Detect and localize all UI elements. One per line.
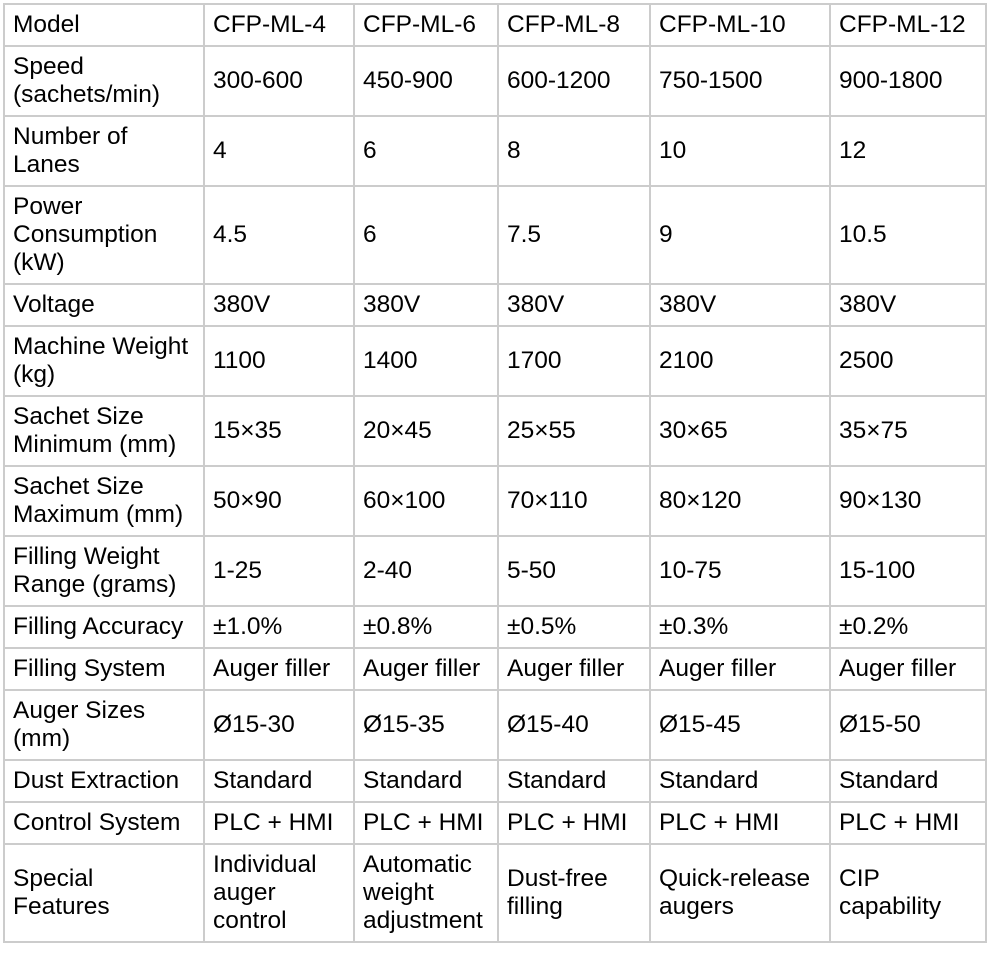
value-cell: Auger filler [498, 648, 650, 690]
header-cell-model-3: CFP-ML-8 [498, 4, 650, 46]
value-cell: ±0.3% [650, 606, 830, 648]
spec-row [4, 690, 986, 760]
spec-row [4, 116, 986, 186]
spec-row [4, 802, 986, 844]
value-cell: 750-1500 [650, 46, 830, 116]
spec-row [4, 326, 986, 396]
value-cell: Standard [354, 760, 498, 802]
value-cell: Standard [204, 760, 354, 802]
value-cell: 1100 [204, 326, 354, 396]
value-cell: ±0.5% [498, 606, 650, 648]
value-cell: PLC + HMI [650, 802, 830, 844]
value-cell: Ø15-45 [650, 690, 830, 760]
value-cell: 380V [498, 284, 650, 326]
spec-row [4, 760, 986, 802]
value-cell: 50×90 [204, 466, 354, 536]
header-row [4, 4, 986, 46]
row-label-cell: Special Features [4, 844, 204, 942]
value-cell: PLC + HMI [830, 802, 986, 844]
value-cell: 10.5 [830, 186, 986, 284]
value-cell: Quick-release augers [650, 844, 830, 942]
value-cell: 900-1800 [830, 46, 986, 116]
value-cell: 2500 [830, 326, 986, 396]
value-cell: PLC + HMI [354, 802, 498, 844]
header-cell-model-label: Model [4, 4, 204, 46]
value-cell: 1400 [354, 326, 498, 396]
value-cell: Auger filler [204, 648, 354, 690]
value-cell: 12 [830, 116, 986, 186]
spec-row [4, 396, 986, 466]
value-cell: ±1.0% [204, 606, 354, 648]
value-cell: 10 [650, 116, 830, 186]
spec-row [4, 186, 986, 284]
value-cell: Standard [650, 760, 830, 802]
row-label-cell: Sachet Size Minimum (mm) [4, 396, 204, 466]
value-cell: 6 [354, 116, 498, 186]
row-label-cell: Sachet Size Maximum (mm) [4, 466, 204, 536]
value-cell: 5-50 [498, 536, 650, 606]
header-cell-model-1: CFP-ML-4 [204, 4, 354, 46]
value-cell: Ø15-35 [354, 690, 498, 760]
spec-row [4, 284, 986, 326]
row-label-cell: Machine Weight (kg) [4, 326, 204, 396]
value-cell: ±0.2% [830, 606, 986, 648]
value-cell: 4.5 [204, 186, 354, 284]
value-cell: Auger filler [650, 648, 830, 690]
value-cell: 380V [650, 284, 830, 326]
value-cell: Ø15-50 [830, 690, 986, 760]
value-cell: 1-25 [204, 536, 354, 606]
value-cell: 1700 [498, 326, 650, 396]
row-label-cell: Control System [4, 802, 204, 844]
value-cell: Auger filler [354, 648, 498, 690]
value-cell: Dust-free filling [498, 844, 650, 942]
value-cell: 60×100 [354, 466, 498, 536]
value-cell: Individual auger control [204, 844, 354, 942]
row-label-cell: Number of Lanes [4, 116, 204, 186]
row-label-cell: Speed (sachets/min) [4, 46, 204, 116]
value-cell: 25×55 [498, 396, 650, 466]
row-label-cell: Dust Extraction [4, 760, 204, 802]
value-cell: 8 [498, 116, 650, 186]
value-cell: 70×110 [498, 466, 650, 536]
value-cell: 6 [354, 186, 498, 284]
value-cell: Standard [830, 760, 986, 802]
value-cell: 380V [204, 284, 354, 326]
value-cell: 4 [204, 116, 354, 186]
value-cell: 15×35 [204, 396, 354, 466]
row-label-cell: Voltage [4, 284, 204, 326]
value-cell: Standard [498, 760, 650, 802]
value-cell: CIP capability [830, 844, 986, 942]
row-label-cell: Filling Weight Range (grams) [4, 536, 204, 606]
row-label-cell: Auger Sizes (mm) [4, 690, 204, 760]
spec-row [4, 606, 986, 648]
value-cell: 2100 [650, 326, 830, 396]
value-cell: PLC + HMI [498, 802, 650, 844]
spec-row [4, 844, 986, 942]
value-cell: 35×75 [830, 396, 986, 466]
value-cell: 600-1200 [498, 46, 650, 116]
row-label-cell: Power Consumption (kW) [4, 186, 204, 284]
value-cell: Ø15-40 [498, 690, 650, 760]
value-cell: ±0.8% [354, 606, 498, 648]
value-cell: Automatic weight adjustment [354, 844, 498, 942]
value-cell: 2-40 [354, 536, 498, 606]
value-cell: 450-900 [354, 46, 498, 116]
value-cell: Ø15-30 [204, 690, 354, 760]
header-cell-model-5: CFP-ML-12 [830, 4, 986, 46]
row-label-cell: Filling System [4, 648, 204, 690]
spec-row [4, 466, 986, 536]
value-cell: 300-600 [204, 46, 354, 116]
value-cell: 9 [650, 186, 830, 284]
header-cell-model-4: CFP-ML-10 [650, 4, 830, 46]
spec-table [3, 3, 987, 943]
value-cell: PLC + HMI [204, 802, 354, 844]
value-cell: Auger filler [830, 648, 986, 690]
value-cell: 20×45 [354, 396, 498, 466]
header-cell-model-2: CFP-ML-6 [354, 4, 498, 46]
value-cell: 10-75 [650, 536, 830, 606]
value-cell: 30×65 [650, 396, 830, 466]
row-label-cell: Filling Accuracy [4, 606, 204, 648]
value-cell: 80×120 [650, 466, 830, 536]
value-cell: 90×130 [830, 466, 986, 536]
spec-row [4, 648, 986, 690]
value-cell: 7.5 [498, 186, 650, 284]
value-cell: 380V [354, 284, 498, 326]
spec-row [4, 536, 986, 606]
value-cell: 380V [830, 284, 986, 326]
value-cell: 15-100 [830, 536, 986, 606]
spec-row [4, 46, 986, 116]
